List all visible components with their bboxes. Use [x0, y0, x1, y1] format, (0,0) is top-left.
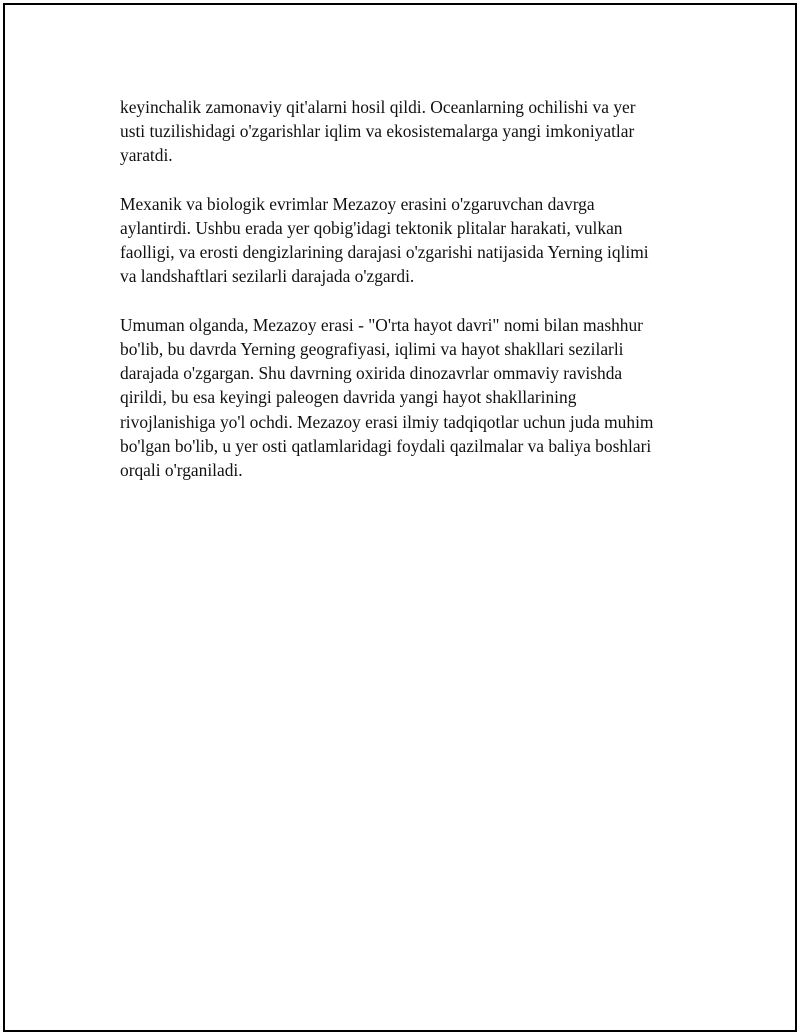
text-line: keyinchalik zamonaviy qit'alarni hosil qildi. Oceanlarning ochilishi va yer — [120, 97, 636, 117]
paragraph-continuation — [120, 95, 700, 168]
document-body — [120, 95, 700, 506]
text-line: darajada o'zgargan. Shu davrning oxirida dinozavrlar ommaviy ravishda — [120, 363, 623, 384]
text-line: bo'lib, bu davrda Yerning geografiyasi, iqlimi va hayot shakllari sezilarli — [120, 339, 624, 359]
text-line: Mexanik va biologik evrimlar Mezazoy erasini o'zgaruvchan davrga — [120, 193, 595, 214]
text-line: yaratdi. — [120, 145, 173, 166]
text-line: usti tuzilishidagi o'zgarishlar iqlim va ekosistemalarga yangi imkoniyatlar — [120, 121, 635, 142]
text-line: orqali o'rganiladi. — [120, 460, 243, 481]
paragraph-conclusion — [120, 313, 700, 482]
text-line: qirildi, bu esa keyingi paleogen davrida yangi hayot shakllarining — [120, 387, 577, 408]
text-line: faolligi, va erosti dengizlarining darajasi o'zgarishi natijasida Yerning iqlimi — [120, 242, 649, 263]
text-line: rivojlanishiga yo'l ochdi. Mezazoy erasi ilmiy tadqiqotlar uchun juda muhim — [120, 411, 654, 432]
paragraph-mechanical-evolution — [120, 192, 700, 289]
text-line: va landshaftlari sezilarli darajada o'zgardi. — [120, 266, 415, 287]
text-line: bo'lgan bo'lib, u yer osti qatlamlaridagi foydali qazilmalar va baliya boshlari — [120, 435, 652, 456]
text-line: aylantirdi. Ushbu erada yer qobig'idagi tektonik plitalar harakati, vulkan — [120, 218, 623, 238]
text-line: Umuman olganda, Mezazoy erasi - "O'rta hayot davri" nomi bilan mashhur — [120, 314, 643, 335]
document-page — [3, 3, 797, 1032]
